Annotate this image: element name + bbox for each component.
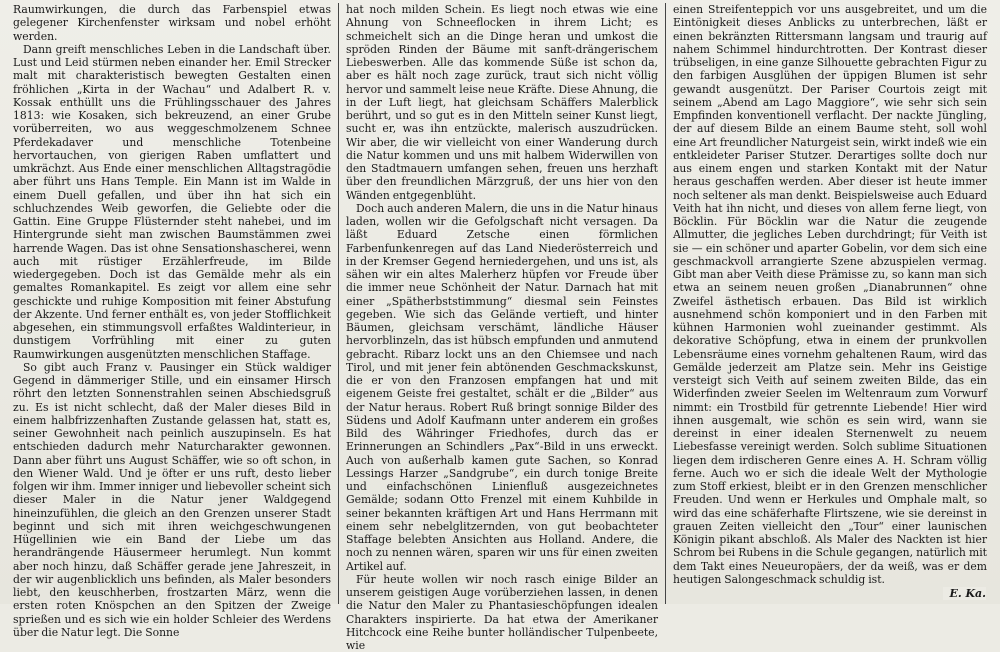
paragraph-1-3: So gibt auch Franz v. Pausinger ein Stück waldiger Gegend in dämmeriger Stille, und ein einsamer Hirsch röhrt den letzten Sonnenstrahlen seinen Abschiedsgruß zu. Es ist nicht schlecht, daß der Maler dieses Bild in einem halbfrizzenhaften Zustande gelassen hat, statt es, seiner Gewohnheit nach peinlich auszupinseln. Es hat entschieden dadurch mehr Naturcharakter gewonnen. Dann aber führt uns August Schäffer, wie so oft schon, in den Wiener Wald. Und je öfter er uns ruft, desto lieber folgen wir ihm. Immer inniger und liebevoller scheint sich dieser Maler in die Natur jener Waldgegend hineinzufühlen, die gleich an den Grenzen unserer Stadt beginnt und sich mit ihren weichgeschwungenen Hügellinien wie ein Band der Liebe um das herandrängende Häusermeer herumlegt. Nun kommt aber noch hinzu, daß Schäffer gerade jene Jahreszeit, in der wir augenblicklich uns befinden, als Maler besonders liebt, den keuschherben, frostzarten März, wenn die ersten roten Knöspchen an den Spitzen der Zweige sprießen und es sich wie ein holder Schleier des Werdens über die Natur legt. Die Sonne: [13, 360, 331, 639]
paragraph-1-2: Dann greift menschliches Leben in die Landschaft über. Lust und Leid stürmen neben einander her. Emil Strecker malt mit charakteristisch bewegten Gestalten einen fröhlichen „Kirta in der Wachau“ und Adalbert R. v. Kossak enthüllt uns die Frühlingsschauer des Jahres 1813: wie Kosaken, sich bekreuzend, an einer Grube vorüberreiten, wo aus weggeschmolzenem Schnee Pferdekadaver und menschliche Totenbeine hervortauchen, von gierigen Raben umflattert und umkrächzt. Aus Ende einer menschlichen Alltagstragödie aber führt uns Hans Temple. Ein Mann ist im Walde in einem Duell gefallen, und über ihn hat sich ein schluchzendes Weib geworfen, die Geliebte oder die Gattin. Eine Gruppe Flüsternder steht nahebei, und im Hintergrunde sieht man zwischen Baumstämmen zwei harrende Wagen. Das ist ohne Sensationshascherei, wenn auch mit rüstiger Erzählerfreude, im Bilde wiedergegeben. Doch ist das Gemälde mehr als ein gemaltes Romankapitel. Es zeigt vor allem eine sehr geschickte und ruhige Komposition mit feiner Abstufung der Akzente. Und ferner enthält es, von jeder Stofflichkeit abgesehen, ein stimmungsvoll erfaßtes Waldinterieur, in dunstigem Vorfrühling mit einer zu guten Raumwirkungen ausgenützten menschlichen Staffage.: [13, 42, 331, 361]
author-signature: E. Ka.: [943, 587, 986, 600]
text-column-2: [338, 3, 665, 652]
text-column-3: [665, 3, 994, 604]
paragraph-1-1: Raumwirkungen, die durch das Farbenspiel etwas gelegener Kirchenfenster wirksam und nobel erhöht werden.: [13, 3, 331, 43]
paragraph-3-1: einen Streifenteppich vor uns ausgebreitet, und um die Eintönigkeit dieses Anblicks zu unterbrechen, läßt er einen bekränzten Rittersmann langsam und traurig auf nahem Schimmel hindurchtrotten. Der Kontrast dieser trübseligen, in eine ganze Silhouette gebrachten Figur zu den farbigen Ausglühen der üppigen Blumen ist sehr gewandt ausgenützt. Der Pariser Courtois zeigt mit seinem „Abend am Lago Maggiore“, wie sehr sich sein Empfinden konventionell verflacht. Der nackte Jüngling, der auf diesem Bilde an einem Baume steht, soll wohl eine Art freundlicher Naturgeist sein, wirkt indeß wie ein entkleideter Pariser Stutzer. Derartiges sollte doch nur aus einem engen und starken Kontakt mit der Natur heraus geschaffen werden. Aber dieser ist heute immer noch seltener als man denkt. Beispielsweise auch Eduard Veith hat ihn nicht, und dieses von allem ferne liegt, von Böcklin. Für Böcklin war die Natur die zeugende Allmutter, die jegliches Leben durchdringt; für Veith ist sie — ein schöner und aparter Gobelin, vor dem sich eine geschmackvoll arrangierte Szene abzuspielen vermag. Gibt man aber Veith diese Prämisse zu, so kann man sich etwa an seinem neuen großen „Dianabrunnen“ ohne Zweifel ästhetisch erbauen. Das Bild ist wirklich ausnehmend schön komponiert und in den Farben mit kühnen Harmonien wohl zueinander gestimmt. Als dekorative Schöpfung, etwa in einem der prunkvollen Lebensräume eines vornehm gehaltenen Raum, wird das Gemälde jederzeit am Platze sein. Mehr ins Geistige versteigt sich Veith auf seinem zweiten Bilde, das ein Widerfinden zweier Seelen im Weltenraum zum Vorwurf nimmt: ein Trostbild für getrennte Liebende! Hier wird ihnen ausgemalt, wie schön es sein wird, wann sie dereinst in einer idealen Sternenwelt zu neuem Liebesfasse vereinigt werden. Solch sublime Situationen liegen dem irdischeren Genre eines A. H. Schram völlig ferne. Auch wo er sich die ideale Welt der Mythologie zum Stoff erkiest, bleibt er in den Grenzen menschlicher Freuden. Und wenn er Herkules und Omphale malt, so wird das eine schäferhafte Flirtszene, wie sie dereinst in grauen Zeiten vielleicht den „Tour“ einer launischen Königin pikant abschloß. Als Maler des Nackten ist hier Schrom bei Rubens in die Schule gegangen, natürlich mit dem Takt eines Neueuropäers, der da weiß, was er dem heutigen Salongeschmack schuldig ist.: [673, 3, 987, 586]
paragraph-2-3: Für heute wollen wir noch rasch einige Bilder an unserem geistigen Auge vorüberziehen lassen, in denen die Natur den Maler zu Phantasieschöpfungen idealen Charakters inspirierte. Da hat etwa der Amerikaner Hitchcock eine Reihe bunter holländischer Tulpenbeete, wie: [346, 572, 658, 652]
paragraph-2-2: Doch auch anderen Malern, die uns in die Natur hinaus laden, wollen wir die Gefolgschaft nicht versagen. Da läßt Eduard Zetsche einen förmlichen Farbenfunkenregen auf das Land Niederösterreich und in der Kremser Gegend herniedergehen, und uns ist, als sähen wir ein altes Malerherz hüpfen vor Freude über die immer neue Schönheit der Natur. Darnach hat mit einer „Spätherbststimmung“ diesmal sein Feinstes gegeben. Wie sich das Gelände vertieft, und hinter Bäumen, gleichsam verschämt, ländliche Häuser hervorblinzeln, das ist hübsch empfunden und anmutend gebracht. Ribarz lockt uns an den Chiemsee und nach Tirol, und mit jener fein abtönenden Geschmackskunst, die er von den Franzosen empfangen hat und mit eigenem Geiste frei gestaltet, schält er die „Bilder“ aus der Natur heraus. Robert Ruß bringt sonnige Bilder des Südens und Adolf Kaufmann unter anderem ein großes Bild des Währinger Friedhofes, durch das er Erinnerungen an Schindlers „Pax“-Bild in uns erweckt. Auch von außerhalb kamen gute Sachen, so Konrad Lessings Harzer „Sandgrube“, ein durch tonige Breite und einfachschönen Linienfluß ausgezeichnetes Gemälde; sodann Otto Frenzel mit einem Kuhbilde in seiner bekannten kräftigen Art und Hans Herrmann mit einem sehr nebelglitzernden, von gut beobachteter Staffage belebten Ansichten aus Holland. Andere, die noch zu nennen wären, sparen wir uns für einen zweiten Artikel auf.: [346, 201, 658, 573]
text-column-1: [6, 3, 338, 639]
paragraph-2-1: hat noch milden Schein. Es liegt noch etwas wie eine Ahnung von Schneeflocken in ihrem Licht; es schmeichelt sich an die Dinge heran und umkost die spröden Rinden der Bäume mit sanft-drängerischem Liebeswerben. Alle das kommende Süße ist schon da, aber es hält noch zage zurück, traut sich nicht völlig hervor und sammelt leise neue Kräfte. Diese Ahnung, die in der Luft liegt, hat gleichsam Schäffers Malerblick berührt, und so gut es in den Mitteln seiner Kunst liegt, sucht er, was ihn entzückte, malerisch auszudrücken. Wir aber, die wir vielleicht von einer Wanderung durch die Natur kommen und uns mit halbem Widerwillen von den Stadtmauern umfangen sehen, freuen uns herzhaft über den freundlichen Märzgruß, der uns hier von den Wänden entgegenblüht.: [346, 3, 658, 202]
